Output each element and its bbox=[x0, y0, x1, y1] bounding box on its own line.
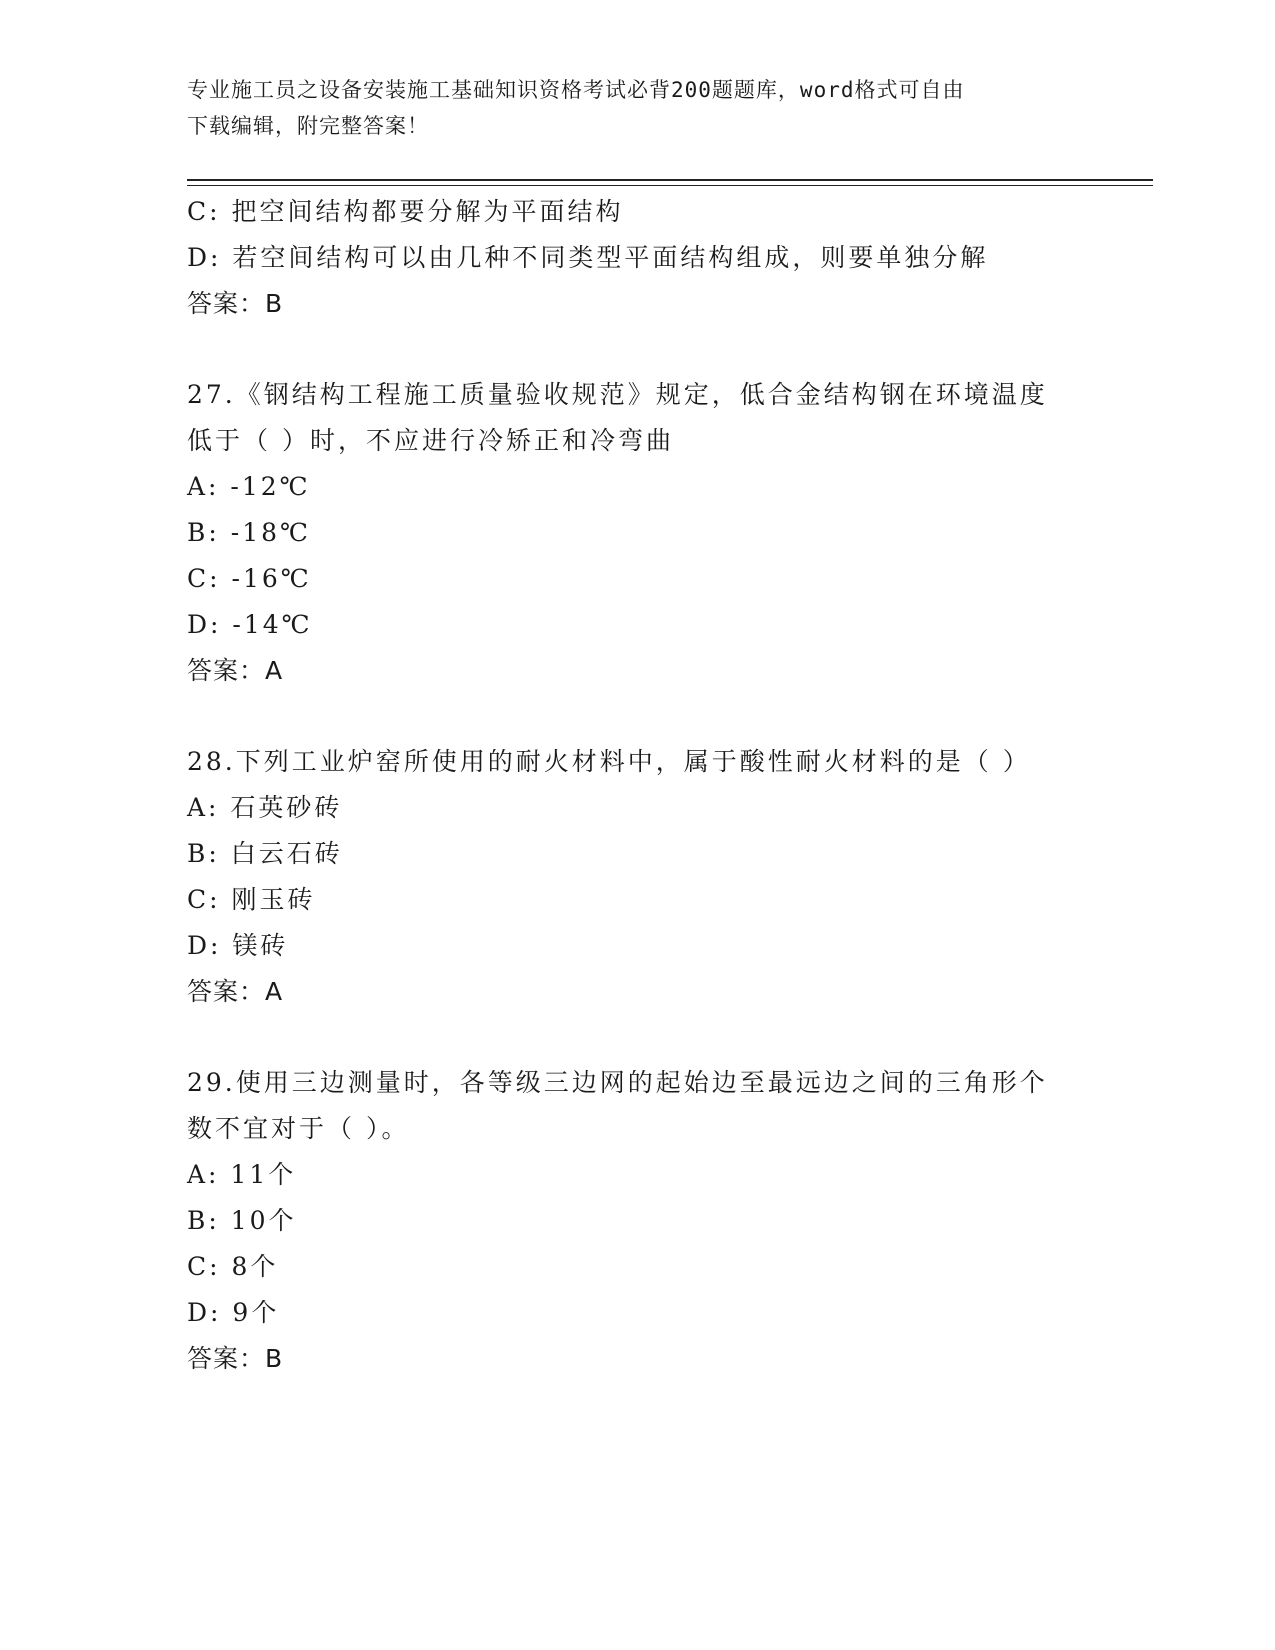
answer-line: 答案：A bbox=[187, 977, 284, 1006]
header-divider-thin bbox=[187, 185, 1153, 186]
answer-line: 答案：B bbox=[187, 1344, 284, 1373]
option-c: C: -16℃ bbox=[187, 564, 312, 593]
answer-line: 答案：A bbox=[187, 656, 284, 685]
option-b: B: 白云石砖 bbox=[187, 839, 343, 868]
option-d: D: 9个 bbox=[187, 1298, 280, 1327]
question-stem-line-1: 28.下列工业炉窑所使用的耐火材料中，属于酸性耐火材料的是（ ） bbox=[187, 747, 1031, 776]
question-stem-line-2: 低于（ ）时，不应进行冷矫正和冷弯曲 bbox=[187, 426, 674, 455]
answer-line: 答案：B bbox=[187, 289, 284, 318]
question-stem-line-2: 数不宜对于（ ）。 bbox=[187, 1114, 410, 1143]
question-27 bbox=[187, 372, 1087, 694]
question-stem-line-1: 27.《钢结构工程施工质量验收规范》规定，低合金结构钢在环境温度 bbox=[187, 380, 1048, 409]
question-28 bbox=[187, 739, 1087, 1015]
option-d: D: -14℃ bbox=[187, 610, 313, 639]
spacer bbox=[187, 1015, 1087, 1060]
option-a: A: 11个 bbox=[187, 1160, 297, 1189]
option-c: C: 把空间结构都要分解为平面结构 bbox=[187, 197, 624, 226]
document-body bbox=[187, 189, 1087, 1382]
document-header bbox=[187, 72, 1087, 144]
option-a: A: -12℃ bbox=[187, 472, 311, 501]
header-line-1: 专业施工员之设备安装施工基础知识资格考试必背200题题库，word格式可自由 bbox=[187, 78, 965, 102]
spacer bbox=[187, 327, 1087, 372]
question-26-tail bbox=[187, 189, 1087, 327]
option-d: D: 镁砖 bbox=[187, 931, 289, 960]
spacer bbox=[187, 694, 1087, 739]
question-stem-line-1: 29.使用三边测量时，各等级三边网的起始边至最远边之间的三角形个 bbox=[187, 1068, 1048, 1097]
header-line-2: 下载编辑，附完整答案！ bbox=[187, 114, 429, 138]
option-c: C: 刚玉砖 bbox=[187, 885, 316, 914]
option-d: D: 若空间结构可以由几种不同类型平面结构组成，则要单独分解 bbox=[187, 243, 989, 272]
option-a: A: 石英砂砖 bbox=[187, 793, 343, 822]
option-b: B: -18℃ bbox=[187, 518, 311, 547]
header-divider-thick bbox=[187, 179, 1153, 181]
option-b: B: 10个 bbox=[187, 1206, 297, 1235]
option-c: C: 8个 bbox=[187, 1252, 279, 1281]
question-29 bbox=[187, 1060, 1087, 1382]
